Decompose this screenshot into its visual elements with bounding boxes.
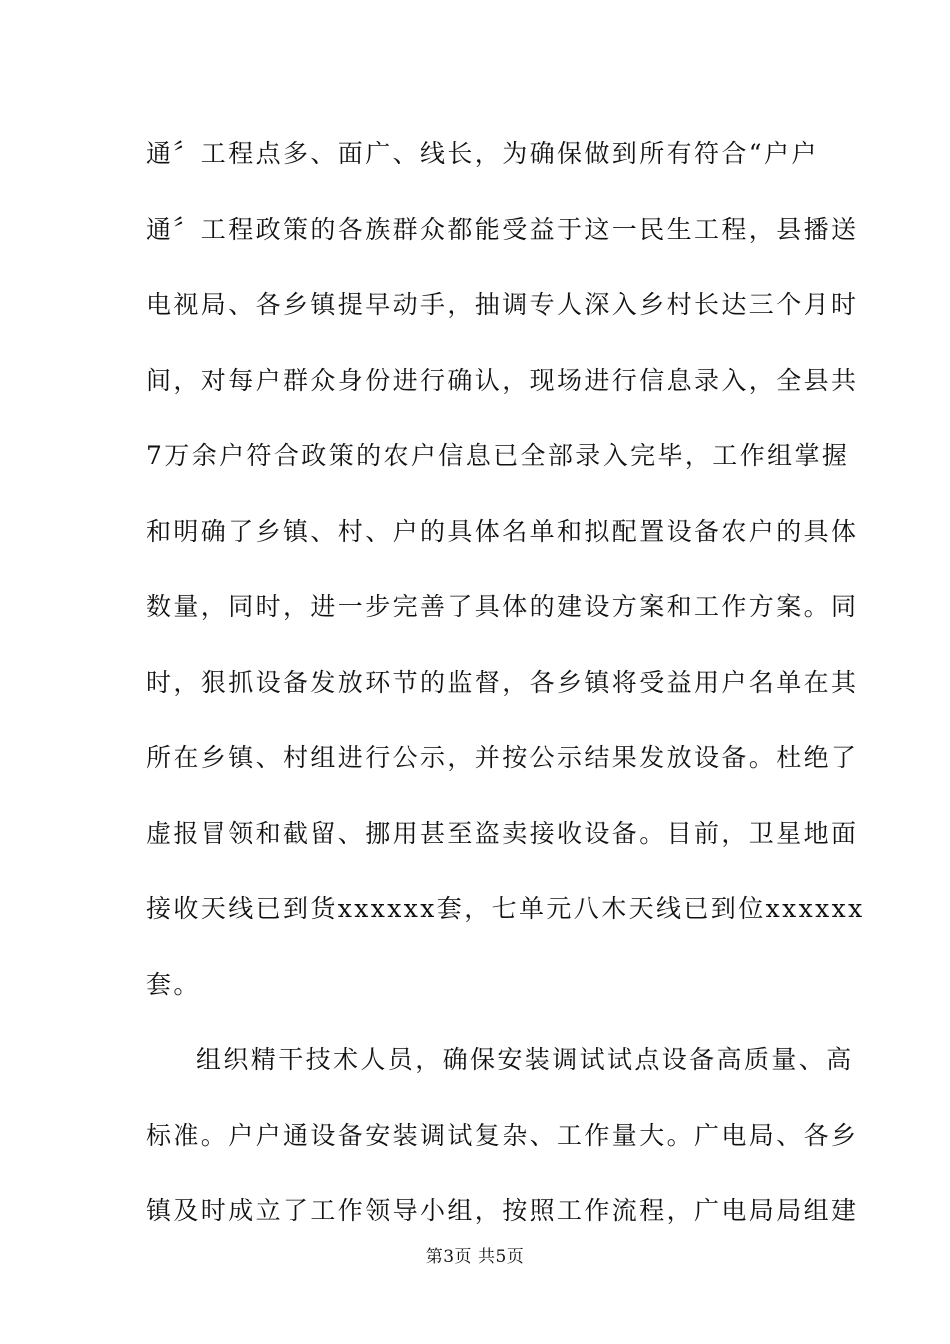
text-line: 7万余户符合政策的农户信息已全部录入完毕，工作组掌握 xyxy=(146,441,850,470)
text-line: 套。 xyxy=(146,969,201,999)
text-line: 间，对每户群众身份进行确认，现场进行信息录入，全县共 xyxy=(146,365,859,395)
body-text xyxy=(146,126,865,1259)
text-line: 通〞工程点多、面广、线长，为确保做到所有符合“户户 xyxy=(146,139,819,168)
text-line: 虚报冒领和截留、挪用甚至盗卖接收设备。目前，卫星地面 xyxy=(146,818,859,848)
text-line: 通〞工程政策的各族群众都能受益于这一民生工程，县播送 xyxy=(146,214,859,244)
text-line: 标准。户户通设备安装调试复杂、工作量大。广电局、各乡 xyxy=(146,1120,859,1150)
text-line: 镇及时成立了工作领导小组，按照工作流程，广电局局组建 xyxy=(146,1196,859,1225)
text-line: 电视局、各乡镇提早动手，抽调专人深入乡村长达三个月时 xyxy=(146,290,859,319)
page-number-footer: 第3页 共5页 xyxy=(425,1247,525,1267)
text-line: 和明确了乡镇、村、户的具体名单和拟配置设备农户的具体 xyxy=(146,516,859,546)
text-line: 数量，同时，进一步完善了具体的建设方案和工作方案。同 xyxy=(146,592,859,621)
paragraph-first-line: 组织精干技术人员，确保安装调试试点设备高质量、高 xyxy=(196,1045,854,1074)
text-line: 接收天线已到货xxxxxx套，七单元八木天线已到位xxxxxx xyxy=(146,894,865,923)
text-line: 所在乡镇、村组进行公示，并按公示结果发放设备。杜绝了 xyxy=(146,743,859,772)
text-line: 时，狠抓设备发放环节的监督，各乡镇将受益用户名单在其 xyxy=(146,667,859,697)
